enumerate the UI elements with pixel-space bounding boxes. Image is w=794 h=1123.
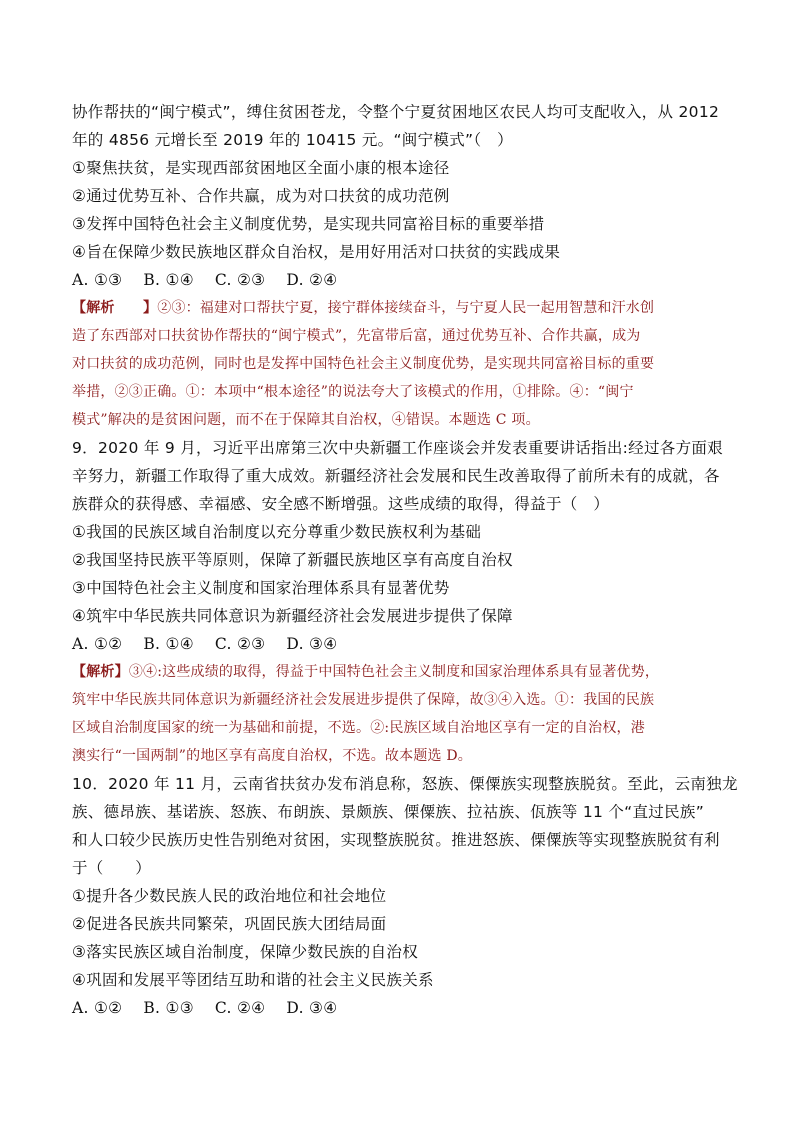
analysis-tag: 【解析】 <box>72 664 129 680</box>
choice-item: ②促进各民族共同繁荣，巩固民族大团结局面 <box>72 915 387 933</box>
question-stem-line: 9．2020 年 9 月，习近平出席第三次中央新疆工作座谈会并发表重要讲话指出:经过各方面艰 <box>72 439 723 457</box>
document-content <box>72 98 738 1022</box>
choice-item: ②我国坚持民族平等原则，保障了新疆民族地区享有高度自治权 <box>72 551 513 569</box>
question-10 <box>72 770 738 1022</box>
choice-item: ③中国特色社会主义制度和国家治理体系具有显著优势 <box>72 579 450 597</box>
answer-options: A. ①② B. ①③ C. ②④ D. ③④ <box>72 999 338 1017</box>
question-stem-line: 协作帮扶的“闽宁模式”，缚住贫困苍龙，令整个宁夏贫困地区农民人均可支配收入，从 2012 <box>72 103 720 121</box>
choice-item: ①提升各少数民族人民的政治地位和社会地位 <box>72 887 387 905</box>
choice-item: ②通过优势互补、合作共赢，成为对口扶贫的成功范例 <box>72 187 450 205</box>
question-stem-line: 族群众的获得感、幸福感、安全感不断增强。这些成绩的取得，得益于（ ） <box>72 495 610 513</box>
analysis-block <box>72 294 722 434</box>
choice-item: ①聚焦扶贫，是实现西部贫困地区全面小康的根本途径 <box>72 159 450 177</box>
analysis-line: 区域自治制度国家的统一为基础和前提，不选。②:民族区域自治地区享有一定的自治权，港 <box>72 720 645 736</box>
analysis-block <box>72 658 722 770</box>
question-stem-line: 族、德昂族、基诺族、怒族、布朗族、景颇族、傈僳族、拉祜族、佤族等 11 个“直过民族” <box>72 803 705 821</box>
question-stem-line: 和人口较少民族历史性告别绝对贫困，实现整族脱贫。推进怒族、傈僳族等实现整族脱贫有利 <box>72 831 720 849</box>
analysis-line: 筑牢中华民族共同体意识为新疆经济社会发展进步提供了保障，故③④入选。①：我国的民族 <box>72 692 655 708</box>
choice-item: ④筑牢中华民族共同体意识为新疆经济社会发展进步提供了保障 <box>72 607 513 625</box>
analysis-tag: 【解析 】 <box>72 300 158 316</box>
choice-item: ③落实民族区域自治制度，保障少数民族的自治权 <box>72 943 418 961</box>
question-stem-line: 年的 4856 元增长至 2019 年的 10415 元。“闽宁模式”（ ） <box>72 131 513 149</box>
analysis-line: 对口扶贫的成功范例，同时也是发挥中国特色社会主义制度优势，是实现共同富裕目标的重要 <box>72 356 655 372</box>
analysis-line: 澳实行“一国两制”的地区享有高度自治权，不选。故本题选 D。 <box>72 748 472 764</box>
analysis-line <box>72 294 722 322</box>
analysis-line <box>72 658 722 686</box>
analysis-text: ③④:这些成绩的取得，得益于中国特色社会主义制度和国家治理体系具有显著优势， <box>128 664 660 680</box>
analysis-line: 造了东西部对口扶贫协作帮扶的“闽宁模式”，先富带后富，通过优势互补、合作共赢，成为 <box>72 328 641 344</box>
answer-options: A. ①② B. ①④ C. ②③ D. ③④ <box>72 635 338 653</box>
analysis-line: 举措，②③正确。①：本项中“根本途径”的说法夸大了该模式的作用，①排除。④：“闽宁 <box>72 384 634 400</box>
question-stem-line: 10．2020 年 11 月，云南省扶贫办发布消息称，怒族、傈僳族实现整族脱贫。至此，云南独龙 <box>72 775 738 793</box>
choice-item: ④巩固和发展平等团结互助和谐的社会主义民族关系 <box>72 971 434 989</box>
choice-item: ①我国的民族区域自治制度以充分尊重少数民族权利为基础 <box>72 523 482 541</box>
analysis-line: 模式”解决的是贫困问题，而不在于保障其自治权，④错误。本题选 C 项。 <box>72 412 540 428</box>
analysis-text: ②③：福建对口帮扶宁夏，接宁群体接续奋斗，与宁夏人民一起用智慧和汗水创 <box>157 300 655 316</box>
choice-item: ③发挥中国特色社会主义制度优势，是实现共同富裕目标的重要举措 <box>72 215 545 233</box>
question-stem-line: 辛努力，新疆工作取得了重大成效。新疆经济社会发展和民生改善取得了前所未有的成就，各 <box>72 467 720 485</box>
question-9 <box>72 434 722 770</box>
choice-item: ④旨在保障少数民族地区群众自治权，是用好用活对口扶贫的实践成果 <box>72 243 561 261</box>
question-8 <box>72 98 722 434</box>
question-stem-line: 于（ ） <box>72 859 152 877</box>
answer-options: A. ①③ B. ①④ C. ②③ D. ②④ <box>72 271 338 289</box>
